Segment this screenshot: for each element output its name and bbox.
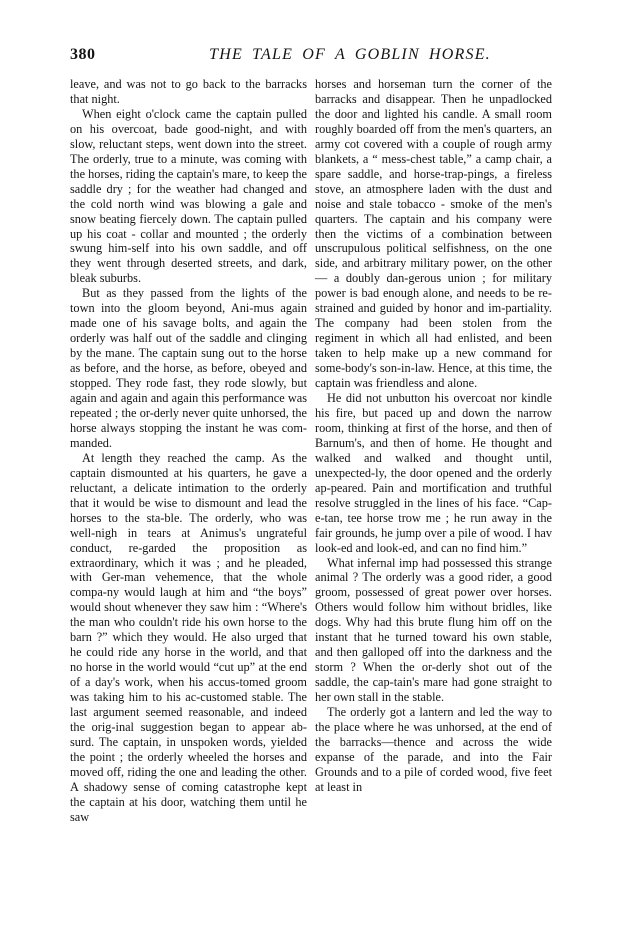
page-number: 380 (70, 46, 96, 63)
paragraph: leave, and was not to go back to the barracks that night. (70, 77, 307, 106)
running-title: THE TALE OF A GOBLIN HORSE. (209, 46, 491, 63)
paragraph: But as they passed from the lights of the town into the gloom beyond, Ani-mus again made one of his savage bolts, and again the orderly was half out of the saddle and clinging by the mane. The captain sung out to the horse as before, and the horse, as before, obeyed and stopped. They rode fast, they rode slowly, but again and again and again this performance was repeated ; the or-derly never quite unhorsed, the horse always stopping the instant he was com-manded. (70, 286, 307, 450)
paragraph: At length they reached the camp. As the captain dismounted at his quarters, he gave a reluctant, a delicate intimation to the orderly that it would be wise to dismount and lead the horses to the sta-ble. The orderly, who was well-nigh in tears at Animus's ungrateful conduct, re-garded the proposition as extraordinary, which it was ; and he pleaded, with Ger-man vehemence, that the whole compa-ny would laugh at him and “the boys” would shout whenever they saw him : “Where's the man who couldn't ride his own horse to the barn ?” which they would. He also urged that he could ride any horse in the world, and that no horse in the world would “cut up” at the end of a day's work, when his accus-tomed groom was taking him to his ac-customed stable. The last argument seemed reasonable, and indeed the orig-inal suggestion began to appear ab-surd. The captain, in unspoken words, yielded the point ; the orderly wheeled the horses and moved off, riding the one and leading the other. A shadowy sense of coming catastrophe kept the captain at his door, watching them until he saw (70, 450, 307, 824)
running-header (70, 46, 560, 68)
paragraph: horses and horseman turn the corner of the barracks and disappear. Then he unpadlocked the door and lighted his candle. A small room roughly boarded off from the men's quarters, an army cot covered with a couple of rough army blankets, a “ mess-chest table,” a camp chair, a spare saddle, and horse-trap-pings, a fireless stove, an atmosphere laden with the dust and noise and stale tobacco - smoke of the men's quarters. The captain and his company were then the victims of a combination between unscrupulous political selfishness, on the one side, and arbitrary military power, on the other — a doubly dan-gerous union ; for military power is bad enough alone, and needs to be re-strained and guided by honor and im-partiality. The company had been stolen from the regiment in which all had enlisted, and been taken to help make up a new command for some-body's son-in-law. Hence, at this time, the captain was friendless and alone. (315, 77, 552, 391)
paragraph: What infernal imp had possessed this strange animal ? The orderly was a good rider, a good groom, possessed of great power over horses. Others would follow him without bridles, like dogs. Why had this brute flung him off on the instant that he turned toward his own stable, and then galloped off into the darkness and the storm ? When the or-derly shot out of the saddle, the cap-tain's mare had gone straight to her own stall in the stable. (315, 555, 552, 705)
paragraph: The orderly got a lantern and led the way to the place where he was unhorsed, at the end of the barracks—thence and across the wide expanse of the parade, and into the Fair Grounds and to a pile of corded wood, five feet at least in (315, 705, 552, 794)
paragraph: He did not unbutton his overcoat nor kindle his fire, but paced up and down the narrow room, thinking at first of the horse, and then of Barnum's, and then of home. He thought and walked and walked and thought until, unexpected-ly, the door opened and the orderly ap-peared. Pain and mortification and truthful resolve struggled in the lines of his face. “Cap-e-tan, tee horse trow me ; he run away in the fair grounds, he jump over a pile of wood. I hav look-ed and look-ed, and can no find him.” (315, 391, 552, 555)
right-column (315, 77, 552, 795)
left-column (70, 77, 307, 825)
paragraph: When eight o'clock came the captain pulled on his overcoat, bade good-night, and with slow, reluctant steps, went down into the street. The orderly, true to a minute, was coming with the horses, riding the captain's mare, to keep the saddle dry ; for the weather had changed and the cold north wind was blowing a gale and snow beating fiercely down. The captain pulled up his coat - collar and mounted ; the orderly swung him-self into his own saddle, and off they went through deserted streets, and dark, bleak suburbs. (70, 106, 307, 286)
